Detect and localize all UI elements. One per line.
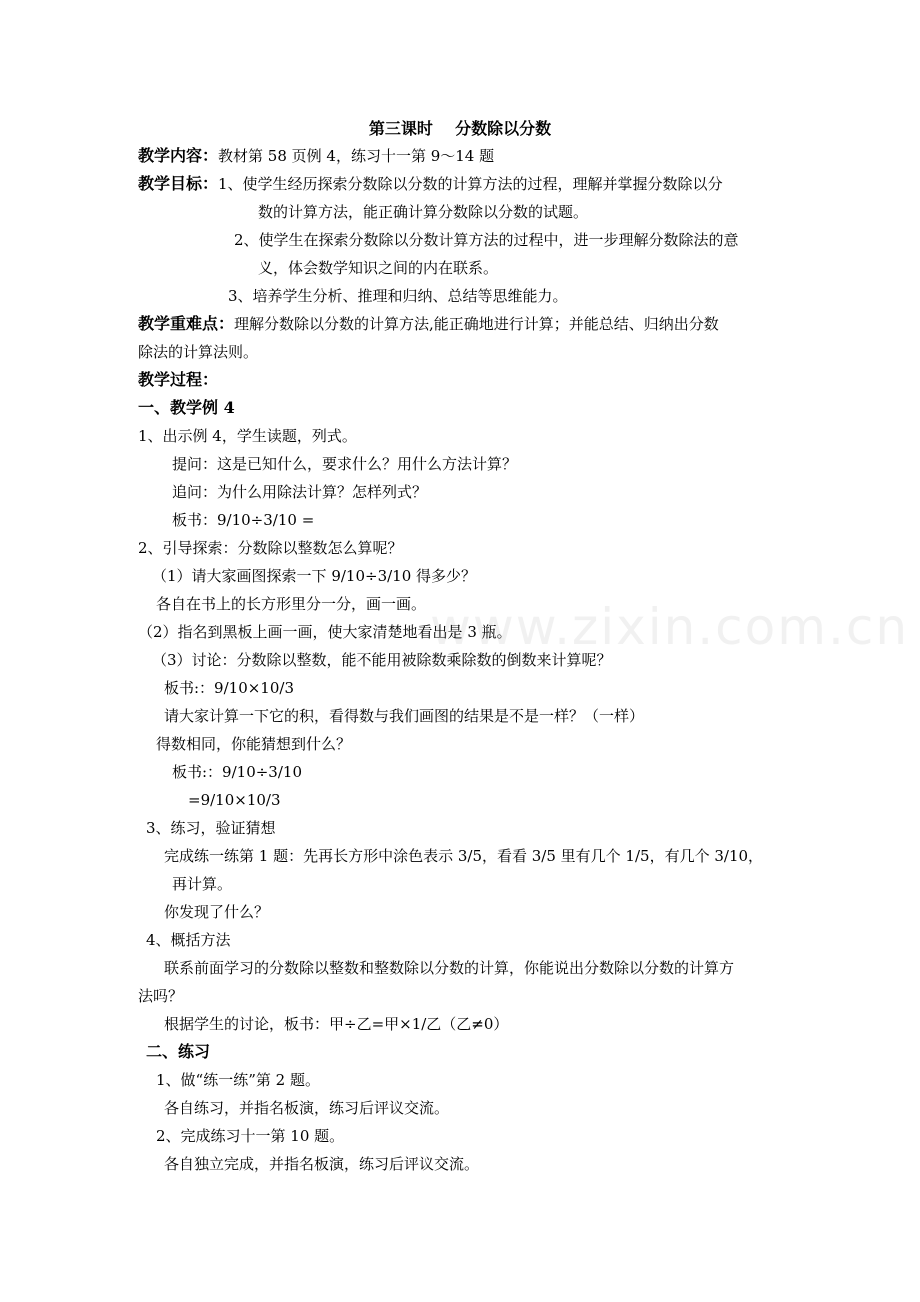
summary-line-2: 法吗？ — [138, 987, 184, 1005]
goal-1-line-2: 数的计算方法，能正确计算分数除以分数的试题。 — [258, 203, 589, 221]
part-3: （3）讨论：分数除以整数，能不能用被除数乘除数的倒数来计算呢？ — [152, 651, 612, 669]
exercise-1-sub: 各自练习，并指名板演，练习后评议交流。 — [164, 1099, 450, 1117]
summary-line-1: 联系前面学习的分数除以整数和整数除以分数的计算，你能说出分数除以分数的计算方 — [164, 959, 735, 977]
rule-board-note: 根据学生的讨论，板书：甲÷乙=甲×1/乙（乙≠0） — [164, 1015, 509, 1033]
page-title: 第三课时 分数除以分数 — [368, 119, 552, 138]
section-2-heading: 二、练习 — [146, 1042, 211, 1061]
key-points-line-1: 理解分数除以分数的计算方法,能正确地进行计算；并能总结、归纳出分数 — [234, 315, 719, 333]
part-2: （2）指名到黑板上画一画，使大家清楚地看出是 3 瓶。 — [138, 623, 512, 641]
goal-3: 3、培养学生分析、推理和归纳、总结等思维能力。 — [228, 287, 568, 305]
goal-2-line-1: 2、使学生在探索分数除以分数计算方法的过程中，进一步理解分数除法的意 — [234, 231, 739, 249]
goal-1-line-1: 1、使学生经历探索分数除以分数的计算方法的过程，理解并掌握分数除以分 — [218, 175, 723, 193]
step-4: 4、概括方法 — [146, 931, 231, 949]
question-followup: 追问：为什么用除法计算？怎样列式？ — [172, 483, 428, 501]
key-points-label: 教学重难点： — [138, 314, 235, 333]
question-ask: 提问：这是已知什么，要求什么？用什么方法计算？ — [172, 455, 518, 473]
part-1-sub: 各自在书上的长方形里分一分，画一画。 — [156, 595, 427, 613]
step-1: 1、出示例 4，学生读题，列式。 — [138, 427, 357, 445]
teaching-content-text: 教材第 58 页例 4，练习十一第 9～14 题 — [218, 147, 495, 165]
calc-prompt: 请大家计算一下它的积，看得数与我们画图的结果是不是一样？（一样） — [164, 707, 645, 725]
exercise-2-sub: 各自独立完成，并指名板演，练习后评议交流。 — [164, 1155, 480, 1173]
teaching-goals-label: 教学目标： — [138, 174, 219, 193]
watermark: www.zixin.com.cn — [430, 598, 910, 656]
key-points — [138, 314, 719, 334]
board-note-3-line-2: =9/10×10/3 — [188, 791, 281, 809]
board-note-2: 板书:：9/10×10/3 — [164, 679, 294, 697]
step-3: 3、练习，验证猜想 — [146, 819, 276, 837]
teaching-content — [138, 146, 494, 166]
step-2: 2、引导探索：分数除以整数怎么算呢？ — [138, 539, 403, 557]
teaching-content-label: 教学内容： — [138, 146, 219, 165]
board-note-1: 板书：9/10÷3/10 = — [172, 511, 315, 529]
exercise-1: 1、做“练一练”第 2 题。 — [156, 1071, 320, 1089]
part-1: （1）请大家画图探索一下 9/10÷3/10 得多少？ — [152, 567, 477, 585]
key-points-line-2: 除法的计算法则。 — [138, 343, 259, 361]
found-prompt: 你发现了什么？ — [164, 903, 270, 921]
board-note-3-line-1: 板书:：9/10÷3/10 — [172, 763, 302, 781]
teaching-goals — [138, 174, 723, 194]
exercise-line-1: 完成练一练第 1 题：先再长方形中涂色表示 3/5，看看 3/5 里有几个 1/5，有几个 3/10， — [164, 847, 764, 865]
exercise-line-2: 再计算。 — [172, 875, 233, 893]
section-1-heading: 一、教学例 4 — [138, 398, 235, 417]
guess-prompt: 得数相同，你能猜想到什么？ — [156, 735, 352, 753]
process-heading: 教学过程： — [138, 370, 219, 389]
exercise-2: 2、完成练习十一第 10 题。 — [156, 1127, 345, 1145]
goal-2-line-2: 义，体会数学知识之间的内在联系。 — [258, 259, 499, 277]
